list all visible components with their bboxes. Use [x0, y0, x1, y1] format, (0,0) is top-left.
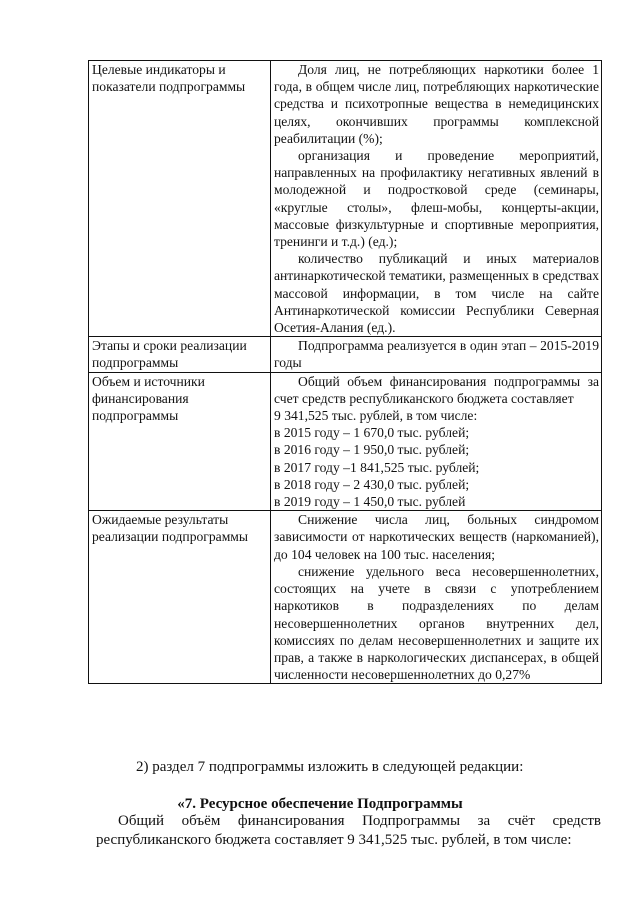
table-row	[89, 337, 602, 372]
paragraph: Общий объем финансирования подпрограммы за счет средств республиканского бюджета составляет	[274, 373, 599, 406]
paragraph: количество публикаций и иных материалов антинаркотической тематики, размещенных в средствах массовой информации, в том числе на сайте Антинаркотической комиссии Республики Северная Осетия-Алания (ед.).	[274, 251, 599, 336]
row-label: Целевые индикаторы и показатели подпрограммы	[89, 61, 271, 337]
table-row	[89, 511, 602, 684]
funding-year-line: в 2016 году – 1 950,0 тыс. рублей;	[274, 442, 470, 458]
funding-year-line: в 2019 году – 1 450,0 тыс. рублей	[274, 494, 466, 510]
row-value	[271, 372, 602, 511]
paragraph: снижение удельного веса несовершеннолетних, состоящих на учете в связи с употреблением наркотиков в подразделениях по делам несовершеннолетних органов внутренних дел, комиссиях по делам несовершеннолетних и защите их прав, а также в наркологических диспансерах, в общей численности несовершеннолетних до 0,27%	[274, 563, 599, 683]
funding-year-line: в 2018 году – 2 430,0 тыс. рублей;	[274, 476, 470, 492]
funding-total-line: 9 341,525 тыс. рублей, в том числе:	[274, 408, 478, 424]
row-value	[271, 337, 602, 372]
row-value	[271, 511, 602, 684]
row-label: Ожидаемые результаты реализации подпрограммы	[89, 511, 271, 684]
section-heading: «7. Ресурсное обеспечение Подпрограммы	[177, 796, 463, 812]
paragraph: Доля лиц, не потребляющих наркотики более 1 года, в общем числе лиц, потребляющих наркотические средства и психотропные вещества в немедицинских целях, окончивших программы комплексной реабилитации (%);	[274, 62, 599, 146]
table-row	[89, 61, 602, 337]
section-body-line: Общий объём финансирования Подпрограммы за счёт средств	[118, 813, 601, 829]
row-label: Объем и источники финансирования подпрограммы	[89, 372, 271, 511]
funding-year-line: в 2015 году – 1 670,0 тыс. рублей;	[274, 425, 470, 441]
paragraph: Подпрограмма реализуется в один этап – 2015-2019 годы	[274, 338, 599, 371]
section-body-paragraph	[96, 812, 601, 850]
row-value	[271, 61, 602, 337]
row-label: Этапы и сроки реализации подпрограммы	[89, 337, 271, 372]
subprogram-passport-table	[88, 60, 602, 684]
table-row	[89, 372, 602, 511]
section-body-line: республиканского бюджета составляет 9 341,525 тыс. рублей, в том числе:	[96, 832, 572, 848]
paragraph: организация и проведение мероприятий, направленных на профилактику негативных явлений в молодежной и подростковой среде (семинары, «круглые столы», флеш-мобы, концерты-акции, массовые физкультурные и спортивные мероприятия, тренинги и т.д.) (ед.);	[274, 148, 599, 250]
funding-year-line: в 2017 году –1 841,525 тыс. рублей;	[274, 459, 480, 475]
amendment-instruction: 2) раздел 7 подпрограммы изложить в следующей редакции:	[136, 759, 524, 775]
paragraph: Снижение числа лиц, больных синдромом зависимости от наркотических веществ (наркоманией), до 104 человек на 100 тыс. населения;	[274, 512, 599, 562]
